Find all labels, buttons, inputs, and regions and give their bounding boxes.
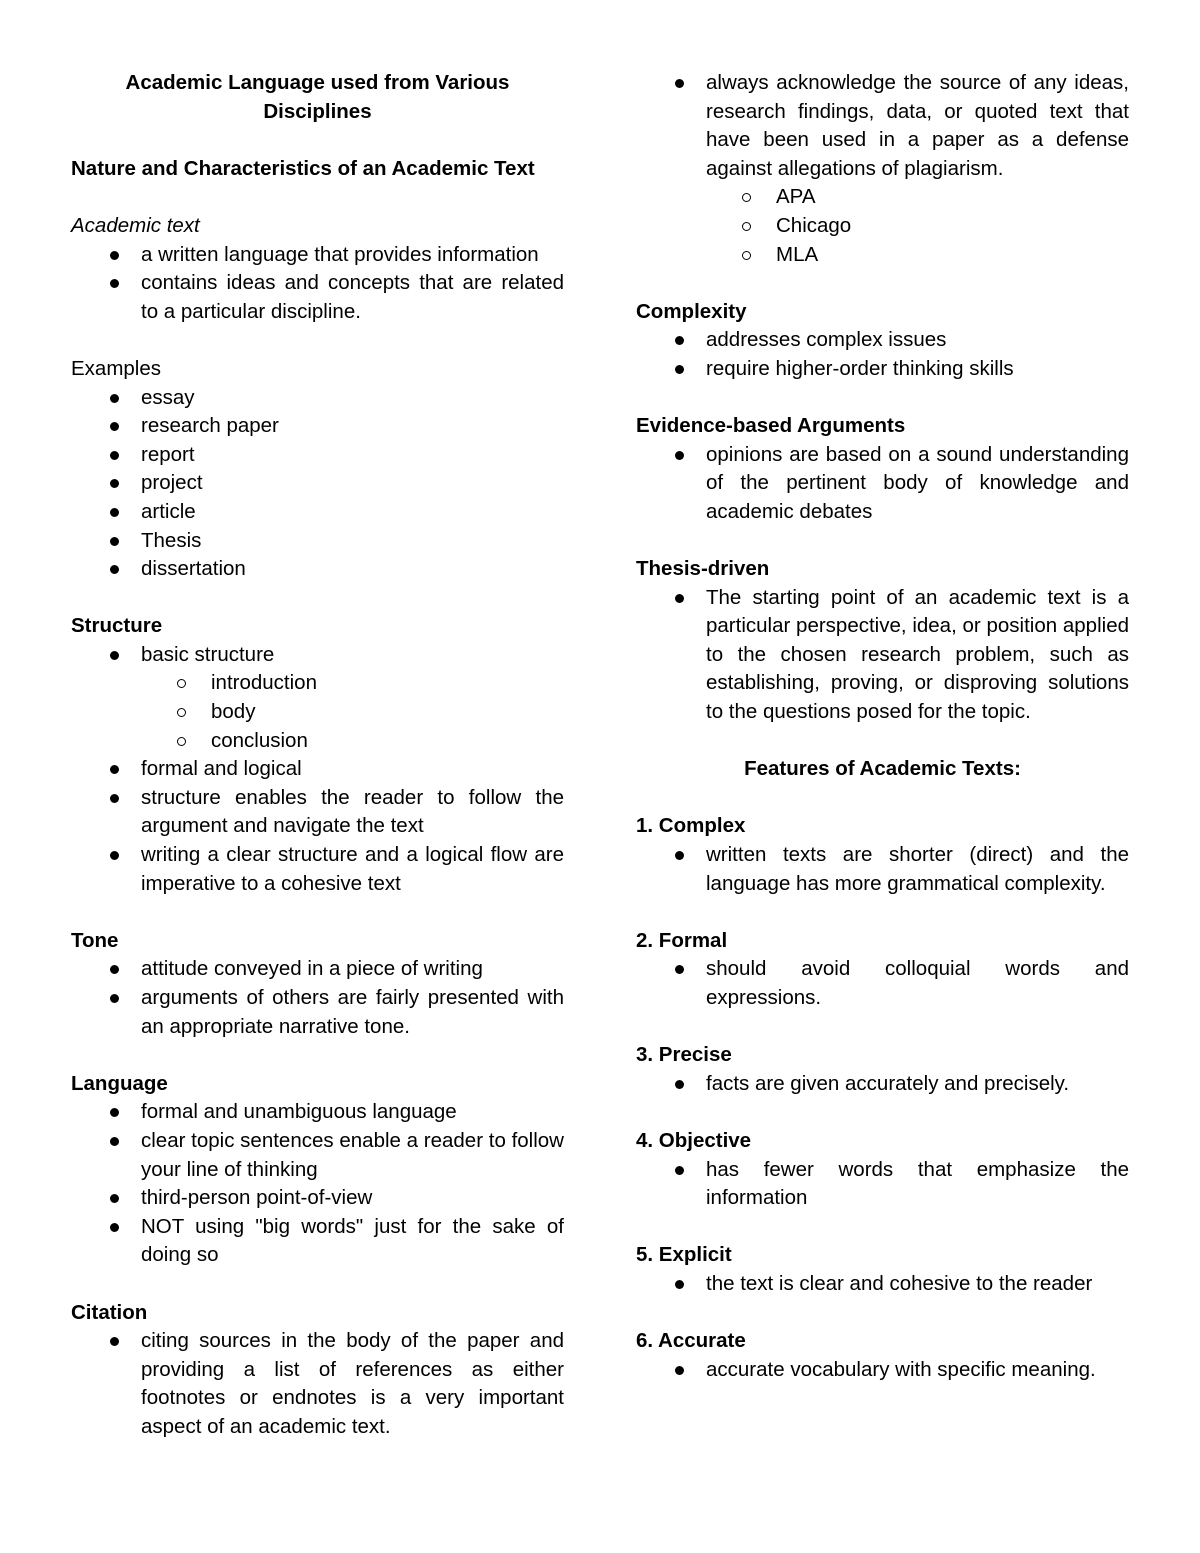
sublist-item: MLA — [706, 241, 1129, 270]
hollow-bullet-icon — [742, 251, 751, 260]
feature-list — [636, 1270, 1129, 1299]
bullet-icon — [110, 794, 119, 803]
list-item: formal and unambiguous language — [71, 1098, 564, 1127]
sublist-item: introduction — [141, 669, 564, 698]
bullet-icon — [675, 851, 684, 860]
bullet-icon — [675, 365, 684, 374]
citation-list — [71, 1327, 564, 1441]
citation-list-continued — [636, 69, 1129, 269]
right-column — [636, 69, 1129, 1384]
structure-heading: Structure — [71, 614, 163, 638]
academic-text-list — [71, 241, 564, 327]
bullet-icon — [675, 336, 684, 345]
tone-heading: Tone — [71, 928, 119, 952]
sublist-item: Chicago — [706, 212, 1129, 241]
bullet-icon — [675, 1366, 684, 1375]
evidence-list — [636, 441, 1129, 527]
bullet-icon — [110, 851, 119, 860]
feature-title: 6. Accurate — [636, 1329, 746, 1353]
bullet-icon — [110, 537, 119, 546]
bullet-icon — [675, 1166, 684, 1175]
feature-title: 2. Formal — [636, 928, 728, 952]
feature-list — [636, 1356, 1129, 1385]
list-item: basic structure introduction body conclusion — [71, 641, 564, 755]
bullet-icon — [110, 651, 119, 660]
feature-title: 1. Complex — [636, 814, 746, 838]
citation-styles-sublist — [706, 183, 1129, 269]
list-item: opinions are based on a sound understanding of the pertinent body of knowledge and academic debates — [636, 441, 1129, 527]
hollow-bullet-icon — [177, 737, 186, 746]
feature-list — [636, 955, 1129, 1012]
bullet-icon — [675, 594, 684, 603]
complexity-list — [636, 326, 1129, 383]
list-item: facts are given accurately and precisely. — [636, 1070, 1129, 1099]
list-item: structure enables the reader to follow the argument and navigate the text — [71, 784, 564, 841]
list-item: dissertation — [71, 555, 564, 584]
hollow-bullet-icon — [177, 708, 186, 717]
list-item: clear topic sentences enable a reader to follow your line of thinking — [71, 1127, 564, 1184]
list-item: essay — [71, 384, 564, 413]
sublist-item: conclusion — [141, 727, 564, 756]
complexity-heading: Complexity — [636, 299, 747, 323]
bullet-icon — [110, 1223, 119, 1232]
bullet-icon — [110, 451, 119, 460]
bullet-icon — [110, 765, 119, 774]
list-item: written texts are shorter (direct) and the language has more grammatical complexity. — [636, 841, 1129, 898]
examples-label: Examples — [71, 356, 162, 380]
bullet-icon — [110, 394, 119, 403]
list-item: article — [71, 498, 564, 527]
bullet-icon — [675, 1280, 684, 1289]
thesis-heading: Thesis-driven — [636, 557, 770, 581]
nature-heading: Nature and Characteristics of an Academic Text — [71, 156, 535, 180]
bullet-icon — [110, 1194, 119, 1203]
feature-title: 5. Explicit — [636, 1243, 732, 1267]
sublist-item: body — [141, 698, 564, 727]
bullet-icon — [110, 1137, 119, 1146]
document-title-line-1: Academic Language used from Various — [125, 71, 510, 94]
bullet-icon — [110, 1108, 119, 1117]
sublist-item: APA — [706, 183, 1129, 212]
bullet-icon — [675, 1080, 684, 1089]
list-item: has fewer words that emphasize the information — [636, 1156, 1129, 1213]
academic-text-label: Academic text — [71, 213, 200, 237]
list-item: always acknowledge the source of any ideas, research findings, data, or quoted text that have been used in a paper as a defense against allegations of plagiarism. APA Chicago MLA — [636, 69, 1129, 269]
hollow-bullet-icon — [742, 222, 751, 231]
list-item: arguments of others are fairly presented with an appropriate narrative tone. — [71, 984, 564, 1041]
list-item: should avoid colloquial words and expressions. — [636, 955, 1129, 1012]
bullet-icon — [675, 79, 684, 88]
thesis-list — [636, 584, 1129, 727]
structure-sublist — [141, 669, 564, 755]
list-item: require higher-order thinking skills — [636, 355, 1129, 384]
bullet-icon — [110, 279, 119, 288]
list-item: project — [71, 469, 564, 498]
bullet-icon — [675, 965, 684, 974]
list-item: NOT using "big words" just for the sake of doing so — [71, 1213, 564, 1270]
bullet-icon — [110, 965, 119, 974]
feature-title: 4. Objective — [636, 1128, 752, 1152]
bullet-icon — [110, 994, 119, 1003]
list-item: report — [71, 441, 564, 470]
bullet-icon — [110, 565, 119, 574]
feature-list — [636, 1070, 1129, 1099]
list-item: third-person point-of-view — [71, 1184, 564, 1213]
tone-list — [71, 955, 564, 1041]
bullet-icon — [110, 1337, 119, 1346]
feature-title: 3. Precise — [636, 1043, 732, 1067]
list-item: accurate vocabulary with specific meaning. — [636, 1356, 1129, 1385]
list-item: the text is clear and cohesive to the reader — [636, 1270, 1129, 1299]
bullet-icon — [110, 508, 119, 517]
list-item: research paper — [71, 412, 564, 441]
examples-list — [71, 384, 564, 584]
list-item: contains ideas and concepts that are related to a particular discipline. — [71, 269, 564, 326]
list-item: addresses complex issues — [636, 326, 1129, 355]
language-list — [71, 1098, 564, 1270]
structure-list — [71, 641, 564, 898]
hollow-bullet-icon — [177, 679, 186, 688]
list-item: Thesis — [71, 527, 564, 556]
bullet-icon — [110, 479, 119, 488]
features-heading: Features of Academic Texts: — [744, 757, 1021, 781]
hollow-bullet-icon — [742, 193, 751, 202]
bullet-icon — [110, 251, 119, 260]
left-column — [71, 69, 564, 1442]
list-item: The starting point of an academic text is a particular perspective, idea, or position applied to the chosen research problem, such as establishing, proving, or disproving solutions to the questions posed for the topic. — [636, 584, 1129, 727]
feature-list — [636, 1156, 1129, 1213]
bullet-icon — [675, 451, 684, 460]
list-item: citing sources in the body of the paper and providing a list of references as either footnotes or endnotes is a very important aspect of an academic text. — [71, 1327, 564, 1441]
document-title-line-2: Disciplines — [263, 99, 372, 123]
list-item: attitude conveyed in a piece of writing — [71, 955, 564, 984]
language-heading: Language — [71, 1071, 168, 1095]
citation-heading: Citation — [71, 1300, 148, 1324]
feature-list — [636, 841, 1129, 898]
bullet-icon — [110, 422, 119, 431]
evidence-heading: Evidence-based Arguments — [636, 414, 906, 438]
list-item: writing a clear structure and a logical flow are imperative to a cohesive text — [71, 841, 564, 898]
list-item: formal and logical — [71, 755, 564, 784]
list-item: a written language that provides information — [71, 241, 564, 270]
